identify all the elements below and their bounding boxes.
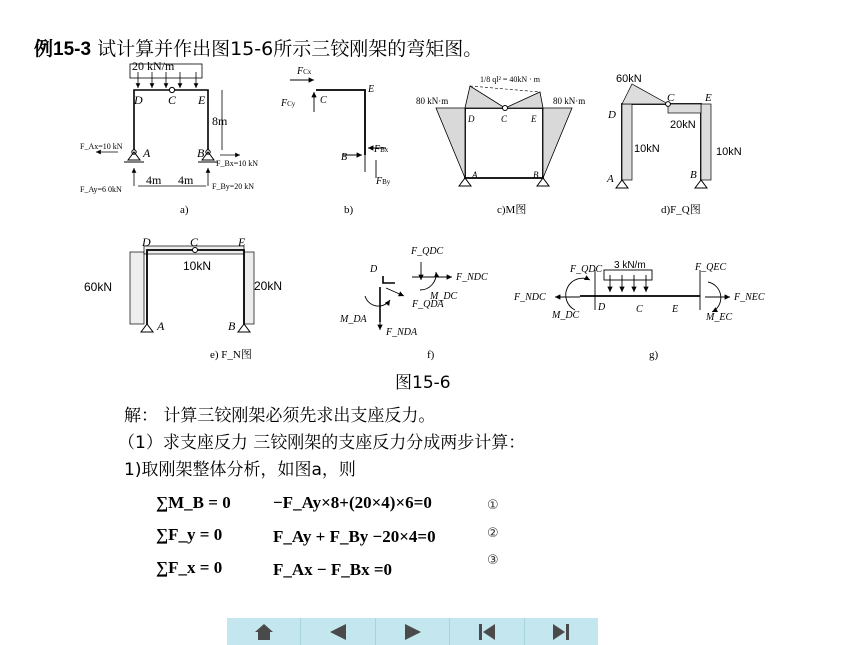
equation-2-lhs: ∑F_y = 0 — [156, 525, 223, 544]
fig-d-D: D — [608, 109, 616, 121]
svg-text:FBy — [375, 176, 391, 187]
fig-b-E: E — [368, 84, 375, 95]
fig-g-mec: M_EC — [706, 312, 733, 323]
fig-g-fnec: F_NEC — [734, 292, 765, 303]
svg-text:FBx — [373, 144, 389, 155]
figure-label: 图15-6 — [395, 373, 451, 393]
fig-f-caption: f) — [427, 349, 435, 361]
fig-c-right: 80 kN·m — [553, 96, 586, 106]
fig-b-fbx: F — [374, 144, 381, 155]
fig-d-E: E — [705, 92, 712, 104]
fig-e-D: D — [142, 235, 151, 249]
fig-e-v3: 20kN — [254, 279, 283, 293]
fig-f-fqdc: F_QDC — [411, 246, 444, 257]
solution-line-2: （1）求支座反力 三铰刚架的支座反力分成两步计算： — [118, 433, 526, 453]
fig-a-height: 8m — [212, 114, 228, 128]
fig-b-fby-sub: By — [382, 178, 391, 186]
fig-c-A: A — [472, 170, 478, 180]
svg-text:FCx — [296, 66, 312, 77]
equation-3-rhs: F_Ax − F_Bx =0 — [273, 560, 393, 579]
fig-d-v4: 10kN — [716, 146, 742, 158]
fig-b-caption: b) — [344, 204, 354, 216]
fig-e-A: A — [157, 319, 165, 333]
fig-d-A: A — [607, 173, 614, 185]
last-button[interactable] — [525, 618, 598, 645]
fig-g-mdc: M_DC — [552, 310, 580, 321]
fig-b-fcy-sub: Cy — [287, 100, 296, 108]
fig-a-B: B — [197, 146, 205, 160]
fig-a-span2: 4m — [178, 173, 194, 187]
equation-2-rhs: F_Ay + F_By −20×4=0 — [273, 527, 436, 546]
fig-b-fby: F — [376, 176, 383, 187]
home-icon — [253, 622, 275, 642]
first-button[interactable] — [450, 618, 524, 645]
fig-f-mdc: M_DC — [430, 291, 458, 302]
fig-g-fqdc: F_QDC — [570, 264, 603, 275]
example-number: 例15-3 — [34, 39, 92, 60]
fig-a-fax: F_Ax=10 kN — [80, 142, 123, 151]
fig-b-fbx-sub: Bx — [380, 146, 389, 154]
equation-2-number: ② — [487, 526, 499, 541]
slide-navigation-bar — [227, 618, 598, 645]
fig-d-v3: 10kN — [634, 143, 660, 155]
last-icon — [550, 622, 572, 642]
home-button[interactable] — [227, 618, 301, 645]
fig-a-load: 20 kN/m — [132, 59, 175, 73]
fig-c-E: E — [531, 114, 537, 124]
fig-e-C: C — [190, 235, 199, 249]
equation-1-rhs: −F_Ay×8+(20×4)×6=0 — [273, 493, 432, 512]
first-icon — [476, 622, 498, 642]
fig-g-caption: g) — [649, 349, 659, 361]
fig-b-C: C — [320, 95, 327, 106]
fig-b-fcx: F — [297, 66, 304, 77]
fig-f-mda: M_DA — [340, 314, 367, 325]
fig-e-caption: e) F_N图 — [210, 349, 252, 361]
fig-a-A: A — [143, 146, 151, 160]
fig-c-B: B — [533, 170, 539, 180]
fig-c-mid: 1/8 ql² = 40kN · m — [480, 75, 541, 84]
fig-b-fcy: F — [281, 98, 288, 109]
fig-f-D: D — [370, 264, 378, 275]
fig-a-E: E — [198, 93, 206, 107]
fig-f-fqda: F_QDA — [412, 299, 444, 310]
fig-e-B: B — [228, 319, 236, 333]
previous-button[interactable] — [301, 618, 375, 645]
fig-a-fay: F_Ay=6 0kN — [80, 185, 122, 194]
fig-g-C: C — [636, 304, 643, 315]
equation-1-number: ① — [487, 498, 499, 513]
equation-3-lhs: ∑F_x = 0 — [156, 558, 223, 577]
fig-d-v1: 60kN — [616, 73, 642, 85]
fig-g-E: E — [672, 304, 679, 315]
next-button[interactable] — [376, 618, 450, 645]
equation-3-number: ③ — [487, 553, 499, 568]
fig-d-C: C — [667, 92, 675, 104]
fig-g-load: 3 kN/m — [614, 260, 646, 271]
prev-icon — [327, 622, 349, 642]
fig-c-caption: c)M图 — [497, 204, 527, 216]
fig-a-D: D — [134, 93, 143, 107]
fig-a-fby: F_By=20 kN — [212, 182, 255, 191]
fig-b-fcx-sub: Cx — [303, 68, 312, 76]
fig-a-caption: a) — [180, 204, 189, 216]
fig-a-C: C — [168, 93, 177, 107]
svg-text:FCy — [280, 98, 296, 109]
fig-e-v2: 60kN — [84, 280, 113, 294]
fig-f-fndc: F_NDC — [456, 272, 488, 283]
title-text: 试计算并作出图15-6所示三铰刚架的弯矩图。 — [97, 38, 483, 60]
equation-1-lhs: ∑M_B = 0 — [156, 493, 231, 512]
fig-g-fqec: F_QEC — [695, 262, 727, 273]
figure-d — [616, 84, 711, 188]
fig-a-fbx: F_Bx=10 kN — [216, 159, 259, 168]
figure-c — [436, 86, 572, 186]
fig-e-v1: 10kN — [183, 259, 212, 273]
next-icon — [402, 622, 424, 642]
fig-d-v2: 20kN — [670, 119, 696, 131]
fig-d-B: B — [690, 169, 697, 181]
fig-e-E: E — [238, 235, 246, 249]
fig-c-D: D — [468, 114, 475, 124]
solution-line-3: 1)取刚架整体分析，如图a，则 — [124, 460, 356, 480]
fig-g-D: D — [598, 302, 606, 313]
fig-b-B: B — [341, 152, 348, 163]
fig-g-fndc: F_NDC — [514, 292, 546, 303]
fig-d-caption: d)F_Q图 — [661, 204, 701, 216]
fig-a-span1: 4m — [146, 173, 162, 187]
fig-f-fnda: F_NDA — [386, 327, 418, 338]
fig-c-C: C — [501, 114, 508, 124]
solution-line-1: 解： 计算三铰刚架必须先求出支座反力。 — [124, 406, 436, 426]
fig-c-left: 80 kN·m — [416, 96, 449, 106]
